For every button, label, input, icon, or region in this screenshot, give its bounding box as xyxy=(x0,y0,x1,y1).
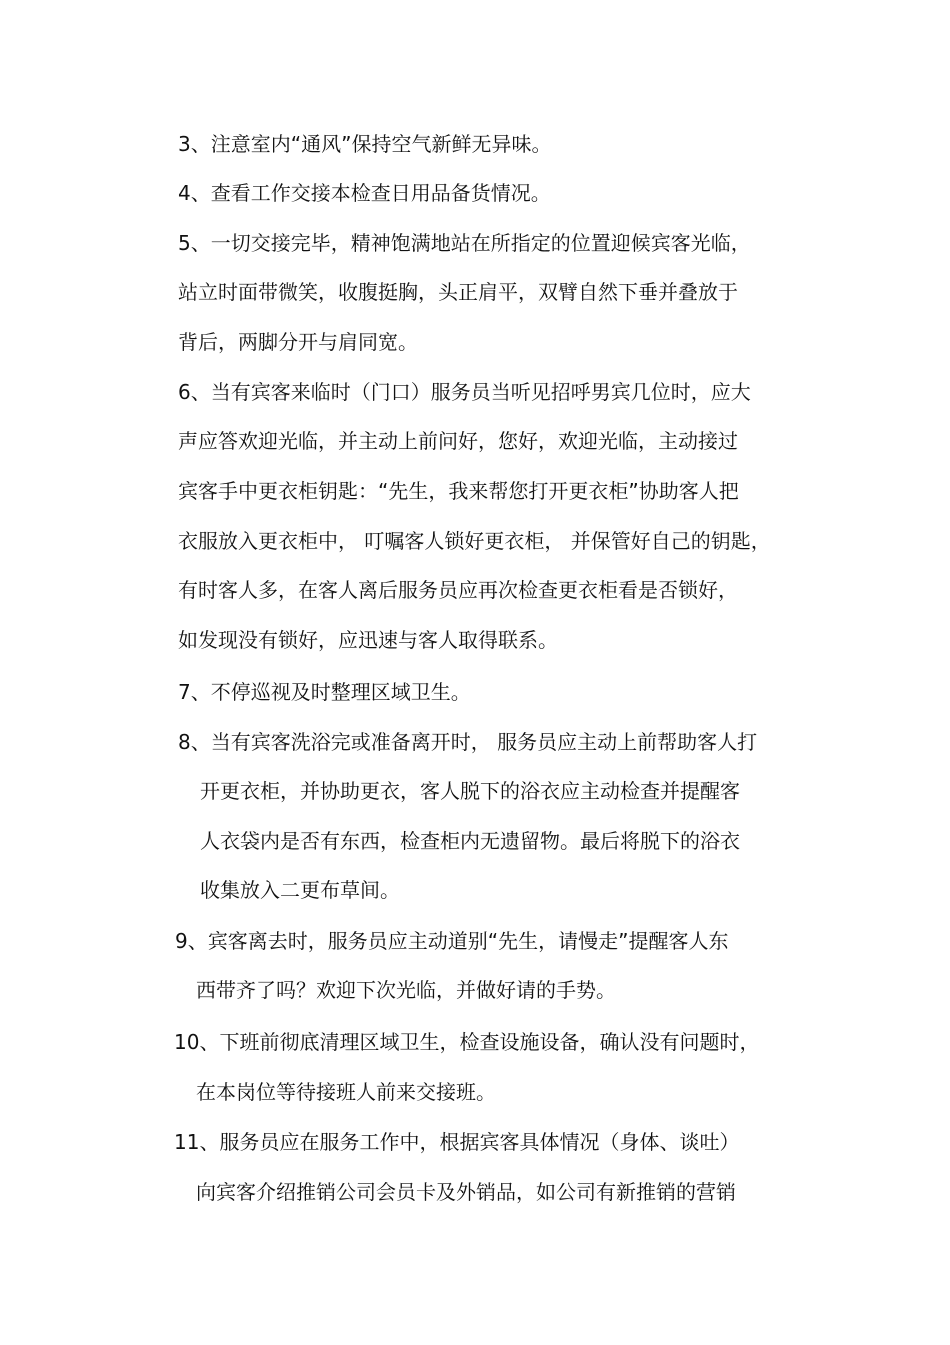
text-line: 4、查看工作交接本检查日用品备货情况。 xyxy=(178,181,551,205)
text-line: 10、下班前彻底清理区域卫生，检查设施设备，确认没有问题时， xyxy=(174,1030,760,1054)
text-line: 如发现没有锁好，应迅速与客人取得联系。 xyxy=(178,628,558,652)
text-line: 西带齐了吗？欢迎下次光临，并做好请的手势。 xyxy=(196,978,616,1002)
text-line: 声应答欢迎光临，并主动上前问好，您好，欢迎光临，主动接过 xyxy=(178,429,738,453)
text-line: 7、不停巡视及时整理区域卫生。 xyxy=(178,680,471,704)
text-line: 在本岗位等待接班人前来交接班。 xyxy=(196,1080,496,1104)
text-line: 向宾客介绍推销公司会员卡及外销品，如公司有新推销的营销 xyxy=(196,1180,736,1204)
text-line: 开更衣柜，并协助更衣，客人脱下的浴衣应主动检查并提醒客 xyxy=(200,779,740,803)
text-line: 8、当有宾客洗浴完或准备离开时， 服务员应主动上前帮助客人打 xyxy=(178,730,758,754)
text-line: 收集放入二更布草间。 xyxy=(200,878,400,902)
text-line: 9、宾客离去时，服务员应主动道别“先生，请慢走”提醒客人东 xyxy=(175,929,729,953)
text-line: 衣服放入更衣柜中， 叮嘱客人锁好更衣柜， 并保管好自己的钥匙， xyxy=(178,529,771,553)
text-line: 背后，两脚分开与肩同宽。 xyxy=(178,330,418,354)
text-line: 人衣袋内是否有东西，检查柜内无遗留物。最后将脱下的浴衣 xyxy=(200,829,740,853)
text-line: 3、注意室内“通风”保持空气新鲜无异味。 xyxy=(178,132,552,156)
text-line: 有时客人多，在客人离后服务员应再次检查更衣柜看是否锁好， xyxy=(178,578,738,602)
text-line: 站立时面带微笑，收腹挺胸，头正肩平，双臂自然下垂并叠放于 xyxy=(178,280,738,304)
text-line: 11、服务员应在服务工作中，根据宾客具体情况（身体、谈吐） xyxy=(174,1130,740,1154)
text-line: 宾客手中更衣柜钥匙：“先生，我来帮您打开更衣柜”协助客人把 xyxy=(178,479,739,503)
text-line: 6、当有宾客来临时（门口）服务员当听见招呼男宾几位时，应大 xyxy=(178,380,751,404)
text-line: 5、一切交接完毕，精神饱满地站在所指定的位置迎候宾客光临， xyxy=(178,231,751,255)
